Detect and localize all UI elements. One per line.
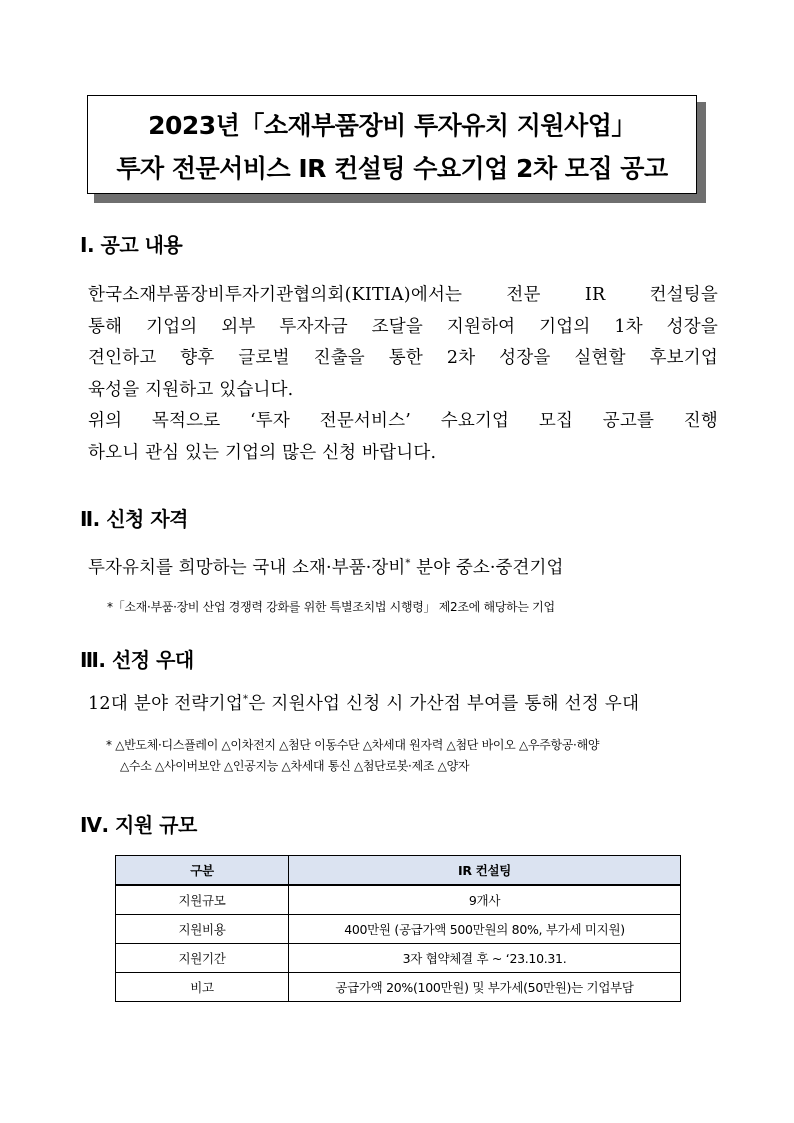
preference-text bbox=[88, 690, 639, 715]
eligibility-asterisk: * bbox=[405, 558, 411, 570]
preference-asterisk: * bbox=[243, 694, 249, 706]
section-1-paragraph bbox=[88, 280, 718, 469]
section-4-heading: Ⅳ. 지원 규모 bbox=[80, 813, 197, 837]
paragraph-line: 한국소재부품장비투자기관협의회(KITIA)에서는 전문 IR 컨설팅을 bbox=[88, 285, 718, 305]
table-cell-value: 9개사 bbox=[289, 885, 681, 915]
table-cell-value: 공급가액 20%(100만원) 및 부가세(50만원)는 기업부담 bbox=[289, 973, 681, 1002]
table-header-row bbox=[116, 856, 681, 886]
table-cell-value: 3자 협약체결 후 ~ ‘23.10.31. bbox=[289, 944, 681, 973]
eligibility-text-end: 분야 중소·중견기업 bbox=[410, 558, 564, 578]
section-3-heading: Ⅲ. 선정 우대 bbox=[80, 648, 194, 672]
table-cell-label: 비고 bbox=[116, 973, 289, 1002]
strategic-fields-line-1: * △반도체·디스플레이 △이차전지 △첨단 이동수단 △차세대 원자력 △첨단 바이오 △우주항공·해양 bbox=[106, 738, 600, 752]
section-1-heading: Ⅰ. 공고 내용 bbox=[80, 233, 183, 257]
paragraph-line: 통해 기업의 외부 투자자금 조달을 지원하여 기업의 1차 성장을 bbox=[88, 316, 718, 337]
table-row bbox=[116, 915, 681, 944]
table-cell-label: 지원비용 bbox=[116, 915, 289, 944]
title-box bbox=[87, 95, 697, 194]
table-row bbox=[116, 885, 681, 915]
paragraph-line: 육성을 지원하고 있습니다. bbox=[88, 379, 294, 400]
preference-text-main: 12대 분야 전략기업 bbox=[88, 694, 244, 714]
table-cell-value: 400만원 (공급가액 500만원의 80%, 부가세 미지원) bbox=[289, 915, 681, 944]
table-row bbox=[116, 944, 681, 973]
support-scale-table bbox=[115, 855, 681, 1002]
paragraph-line: 견인하고 향후 글로벌 진출을 통한 2차 성장을 실현할 후보기업 bbox=[88, 348, 718, 368]
preference-text-end: 은 지원사업 신청 시 가산점 부여를 통해 선정 우대 bbox=[248, 694, 640, 714]
title-line-2: 투자 전문서비스 IR 컨설팅 수요기업 2차 모집 공고 bbox=[116, 154, 668, 183]
table-header-category: 구분 bbox=[116, 856, 289, 886]
table-header-ir-consulting: IR 컨설팅 bbox=[289, 856, 681, 886]
strategic-fields-line-2: △수소 △사이버보안 △인공지능 △차세대 통신 △첨단로봇·제조 △양자 bbox=[120, 759, 470, 773]
section-2-heading: Ⅱ. 신청 자격 bbox=[80, 507, 188, 531]
paragraph-line: 위의 목적으로 ‘투자 전문서비스’ 수요기업 모집 공고를 진행 bbox=[88, 411, 718, 431]
table-row bbox=[116, 973, 681, 1002]
eligibility-text bbox=[88, 554, 564, 579]
paragraph-line: 하오니 관심 있는 기업의 많은 신청 바랍니다. bbox=[88, 442, 437, 463]
title-box-wrapper bbox=[87, 95, 699, 205]
title-line-1: 2023년「소재부품장비 투자유치 지원사업」 bbox=[148, 111, 636, 140]
eligibility-footnote: *「소재·부품·장비 산업 경쟁력 강화를 위한 특별조치법 시행령」 제2조에 해당하는 기업 bbox=[107, 600, 555, 614]
eligibility-text-main: 투자유치를 희망하는 국내 소재·부품·장비 bbox=[88, 558, 406, 578]
table-cell-label: 지원기간 bbox=[116, 944, 289, 973]
table-cell-label: 지원규모 bbox=[116, 885, 289, 915]
